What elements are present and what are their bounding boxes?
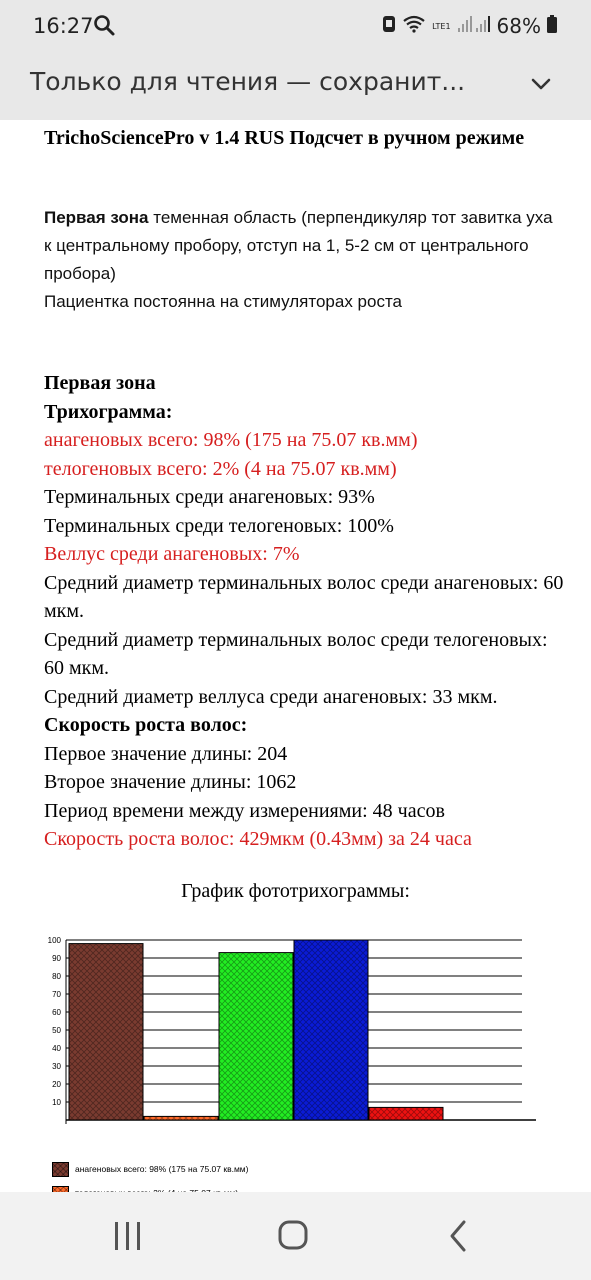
trichogram-line: Веллус среди анагеновых: 7% [44, 543, 300, 565]
trichogram-line: Средний диаметр терминальных волос среди анагеновых: 60 мкм. [44, 571, 564, 622]
read-only-banner[interactable] [0, 50, 591, 120]
phototrichogram-chart [0, 920, 591, 1140]
growth-line: Период времени между измерениями: 48 часов [44, 799, 445, 822]
legend-swatch [52, 1162, 69, 1177]
y-tick-label: 20 [52, 1080, 61, 1089]
recent-apps-icon[interactable] [113, 1220, 143, 1257]
legend-item [52, 1157, 249, 1181]
growth-line: Первое значение длины: 204 [44, 742, 288, 765]
home-icon[interactable] [277, 1219, 309, 1256]
battery-icon [547, 14, 557, 38]
intro-paragraph [44, 204, 564, 316]
bar-hatch [369, 1107, 443, 1120]
y-tick-label: 40 [52, 1044, 61, 1053]
trichogram-line: Средний диаметр веллуса среди анагеновых: 33 мкм. [44, 685, 498, 708]
bar-hatch [294, 940, 368, 1120]
trichogram-line: анагеновых всего: 98% (175 на 75.07 кв.мм) [44, 429, 418, 451]
battery-percent: 68% [496, 14, 541, 38]
intro-bold: Первая зона [44, 208, 149, 227]
trichogram-line: Терминальных среди телогеновых: 100% [44, 514, 394, 537]
chart-title: График фототрихограммы: [181, 880, 410, 902]
growth-heading: Скорость роста волос: [44, 714, 248, 736]
y-tick-label: 80 [52, 972, 61, 981]
document-view[interactable] [0, 120, 591, 1192]
y-tick-label: 100 [47, 936, 61, 945]
status-bar [0, 0, 591, 50]
search-icon [93, 14, 115, 40]
trichogram-lines [44, 426, 564, 711]
legend-label: анагеновых всего: 98% (175 на 75.07 кв.мм) [75, 1164, 249, 1174]
status-time: 16:27 [33, 14, 94, 38]
bar-hatch [219, 953, 293, 1120]
growth-line: Второе значение длины: 1062 [44, 771, 297, 793]
status-indicators [382, 14, 557, 38]
y-tick-label: 60 [52, 1008, 61, 1017]
document-title: TrichoSciencePro v 1.4 RUS Подсчет в ручном режиме [44, 127, 525, 149]
y-tick-label: 70 [52, 990, 61, 999]
banner-title: Только для чтения — сохранит... [30, 67, 466, 96]
navigation-bar [0, 1192, 591, 1280]
trichogram-line: Средний диаметр терминальных волос среди телогеновых: 60 мкм. [44, 628, 548, 679]
growth-lines [44, 740, 564, 854]
growth-line: Скорость роста волос: 429мкм (0.43мм) за 24 часа [44, 828, 472, 850]
bar-hatch [144, 1116, 218, 1120]
trichogram-line: телогеновых всего: 2% (4 на 75.07 кв.мм) [44, 457, 397, 480]
y-tick-label: 30 [52, 1062, 61, 1071]
network-label: LTE1 [432, 21, 451, 31]
chevron-down-icon[interactable] [529, 72, 553, 100]
zone-heading: Первая зона [44, 372, 156, 394]
signal-icon [457, 14, 491, 38]
y-tick-label: 10 [52, 1098, 61, 1107]
y-tick-label: 50 [52, 1026, 61, 1035]
intro-line2: Пациентка постоянна на стимуляторах роста [44, 292, 403, 311]
trichogram-line: Терминальных среди анагеновых: 93% [44, 486, 375, 508]
bar-hatch [69, 944, 143, 1120]
y-tick-label: 90 [52, 954, 61, 963]
trichogram-heading: Трихограмма: [44, 400, 173, 423]
intro-text: теменная область (перпендикуляр тот завитка уха к центральному пробору, отступ на 1, 5-2 см от центрального пробора) [44, 208, 553, 283]
wifi-icon [402, 14, 426, 38]
results-section [44, 369, 564, 854]
back-icon[interactable] [448, 1219, 470, 1258]
notification-icon [382, 14, 396, 38]
